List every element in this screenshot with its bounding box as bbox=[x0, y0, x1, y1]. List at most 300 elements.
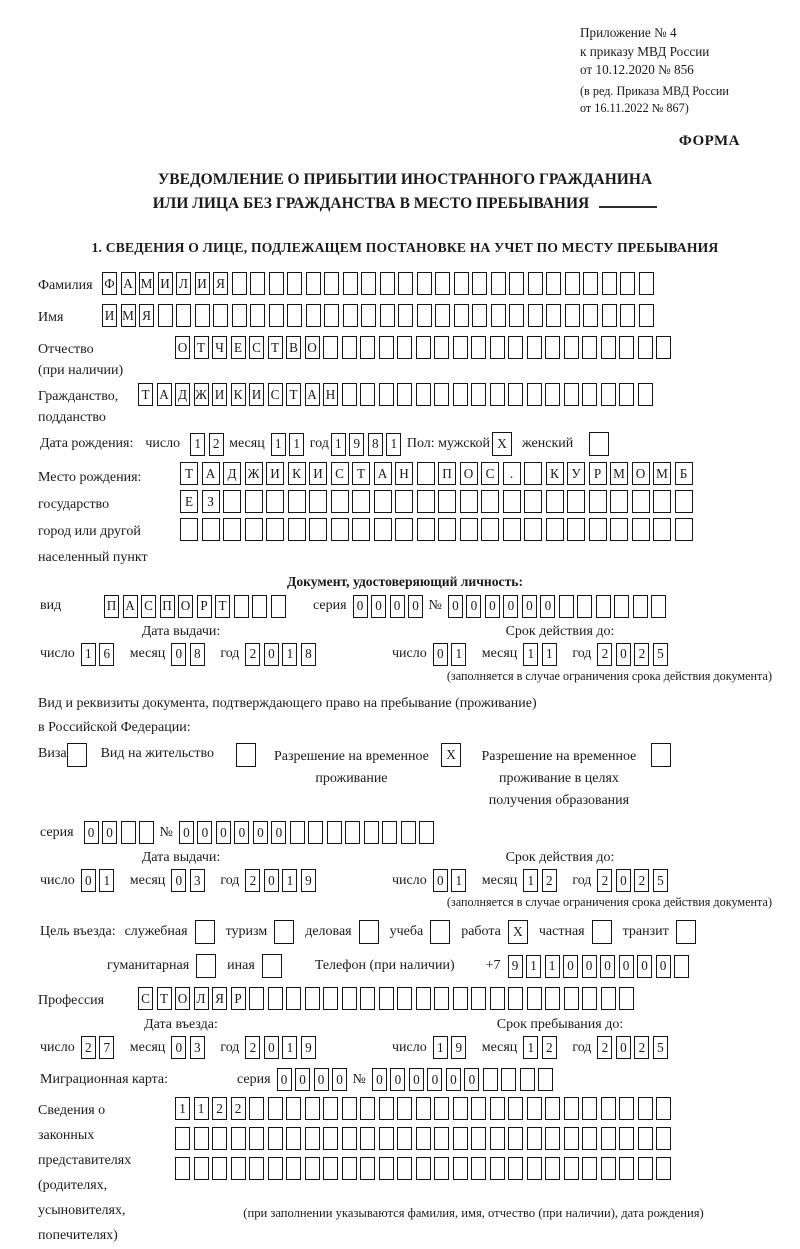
char-cell[interactable]: 0 bbox=[446, 1068, 461, 1091]
char-cell[interactable] bbox=[268, 987, 283, 1010]
char-cell[interactable]: И bbox=[212, 383, 227, 406]
char-cell[interactable]: М bbox=[610, 462, 628, 485]
char-cell[interactable]: 0 bbox=[353, 595, 368, 618]
char-cell[interactable] bbox=[582, 1127, 597, 1150]
char-cell[interactable] bbox=[503, 490, 521, 513]
char-cell[interactable]: Д bbox=[223, 462, 241, 485]
char-cell[interactable] bbox=[269, 272, 284, 295]
char-cell[interactable] bbox=[564, 383, 579, 406]
char-cell[interactable] bbox=[416, 1157, 431, 1180]
char-cell[interactable] bbox=[527, 1157, 542, 1180]
char-cell[interactable]: О bbox=[460, 462, 478, 485]
char-cell[interactable]: Н bbox=[323, 383, 338, 406]
char-cell[interactable] bbox=[527, 383, 542, 406]
char-cell[interactable]: 0 bbox=[197, 821, 212, 844]
char-cell[interactable] bbox=[638, 1127, 653, 1150]
char-cell[interactable] bbox=[342, 336, 357, 359]
char-cell[interactable]: К bbox=[288, 462, 306, 485]
char-cell[interactable] bbox=[397, 987, 412, 1010]
char-cell[interactable]: П bbox=[160, 595, 175, 618]
char-cell[interactable] bbox=[582, 1097, 597, 1120]
char-cell[interactable] bbox=[305, 1097, 320, 1120]
char-cell[interactable] bbox=[352, 518, 370, 541]
char-cell[interactable] bbox=[434, 987, 449, 1010]
char-cell[interactable] bbox=[306, 304, 321, 327]
char-cell[interactable] bbox=[309, 490, 327, 513]
char-cell[interactable]: 0 bbox=[390, 1068, 405, 1091]
char-cell[interactable] bbox=[268, 1127, 283, 1150]
char-cell[interactable] bbox=[288, 518, 306, 541]
char-cell[interactable]: Т bbox=[180, 462, 198, 485]
char-cell[interactable] bbox=[653, 518, 671, 541]
char-cell[interactable]: 2 bbox=[245, 869, 260, 892]
char-cell[interactable]: 0 bbox=[563, 955, 578, 978]
char-cell[interactable] bbox=[342, 1127, 357, 1150]
char-cell[interactable] bbox=[286, 987, 301, 1010]
char-cell[interactable]: 2 bbox=[597, 869, 612, 892]
char-cell[interactable] bbox=[460, 490, 478, 513]
char-cell[interactable] bbox=[286, 1097, 301, 1120]
char-cell[interactable] bbox=[656, 1127, 671, 1150]
char-cell[interactable]: 0 bbox=[171, 643, 186, 666]
char-cell[interactable] bbox=[545, 987, 560, 1010]
char-cell[interactable] bbox=[121, 821, 136, 844]
char-cell[interactable]: 1 bbox=[542, 643, 557, 666]
char-cell[interactable] bbox=[632, 518, 650, 541]
char-cell[interactable] bbox=[453, 336, 468, 359]
char-cell[interactable]: 2 bbox=[597, 643, 612, 666]
char-cell[interactable] bbox=[583, 272, 598, 295]
char-cell[interactable] bbox=[360, 1157, 375, 1180]
char-cell[interactable]: С bbox=[268, 383, 283, 406]
char-cell[interactable] bbox=[675, 518, 693, 541]
char-cell[interactable]: 1 bbox=[99, 869, 114, 892]
char-cell[interactable] bbox=[287, 304, 302, 327]
char-cell[interactable]: 2 bbox=[81, 1036, 96, 1059]
char-cell[interactable]: А bbox=[202, 462, 220, 485]
char-cell[interactable]: 0 bbox=[616, 1036, 631, 1059]
char-cell[interactable]: 0 bbox=[503, 595, 518, 618]
char-cell[interactable] bbox=[379, 1097, 394, 1120]
char-cell[interactable]: Я bbox=[212, 987, 227, 1010]
char-cell[interactable]: 1 bbox=[545, 955, 560, 978]
char-cell[interactable] bbox=[503, 518, 521, 541]
char-cell[interactable]: 2 bbox=[231, 1097, 246, 1120]
char-cell[interactable] bbox=[360, 383, 375, 406]
char-cell[interactable] bbox=[564, 1097, 579, 1120]
char-cell[interactable]: . bbox=[503, 462, 521, 485]
char-cell[interactable]: Т bbox=[194, 336, 209, 359]
char-cell[interactable] bbox=[602, 272, 617, 295]
char-cell[interactable] bbox=[524, 490, 542, 513]
char-cell[interactable] bbox=[508, 383, 523, 406]
char-cell[interactable]: 8 bbox=[190, 643, 205, 666]
char-cell[interactable]: 0 bbox=[372, 1068, 387, 1091]
char-cell[interactable] bbox=[583, 304, 598, 327]
char-cell[interactable] bbox=[481, 490, 499, 513]
char-cell[interactable]: И bbox=[309, 462, 327, 485]
char-cell[interactable]: И bbox=[102, 304, 117, 327]
char-cell[interactable]: 0 bbox=[264, 869, 279, 892]
char-cell[interactable]: 0 bbox=[171, 1036, 186, 1059]
char-cell[interactable] bbox=[545, 1157, 560, 1180]
char-cell[interactable] bbox=[374, 518, 392, 541]
char-cell[interactable] bbox=[288, 490, 306, 513]
char-cell[interactable]: 0 bbox=[264, 1036, 279, 1059]
char-cell[interactable] bbox=[361, 304, 376, 327]
char-cell[interactable] bbox=[435, 304, 450, 327]
char-cell[interactable] bbox=[416, 383, 431, 406]
char-cell[interactable] bbox=[397, 336, 412, 359]
purpose-official-checkbox[interactable] bbox=[195, 920, 215, 944]
char-cell[interactable] bbox=[490, 1127, 505, 1150]
char-cell[interactable] bbox=[509, 272, 524, 295]
char-cell[interactable] bbox=[453, 1127, 468, 1150]
char-cell[interactable] bbox=[454, 272, 469, 295]
char-cell[interactable]: 0 bbox=[332, 1068, 347, 1091]
char-cell[interactable]: О bbox=[175, 987, 190, 1010]
char-cell[interactable] bbox=[395, 518, 413, 541]
char-cell[interactable] bbox=[490, 1097, 505, 1120]
char-cell[interactable] bbox=[656, 336, 671, 359]
purpose-transit-checkbox[interactable] bbox=[676, 920, 696, 944]
char-cell[interactable]: И bbox=[195, 272, 210, 295]
char-cell[interactable] bbox=[194, 1127, 209, 1150]
char-cell[interactable]: 9 bbox=[451, 1036, 466, 1059]
char-cell[interactable]: Ч bbox=[212, 336, 227, 359]
char-cell[interactable] bbox=[564, 336, 579, 359]
char-cell[interactable]: А bbox=[374, 462, 392, 485]
char-cell[interactable] bbox=[374, 490, 392, 513]
char-cell[interactable]: 0 bbox=[616, 869, 631, 892]
purpose-tourism-checkbox[interactable] bbox=[274, 920, 294, 944]
char-cell[interactable] bbox=[398, 304, 413, 327]
char-cell[interactable] bbox=[397, 1097, 412, 1120]
char-cell[interactable] bbox=[269, 304, 284, 327]
char-cell[interactable]: 5 bbox=[653, 643, 668, 666]
char-cell[interactable] bbox=[656, 1157, 671, 1180]
char-cell[interactable]: 1 bbox=[386, 433, 401, 456]
char-cell[interactable]: 0 bbox=[522, 595, 537, 618]
char-cell[interactable] bbox=[508, 336, 523, 359]
char-cell[interactable] bbox=[380, 272, 395, 295]
char-cell[interactable] bbox=[360, 1097, 375, 1120]
char-cell[interactable] bbox=[546, 304, 561, 327]
char-cell[interactable]: О bbox=[632, 462, 650, 485]
sex-female-checkbox[interactable] bbox=[589, 432, 609, 456]
char-cell[interactable]: М bbox=[653, 462, 671, 485]
char-cell[interactable] bbox=[245, 490, 263, 513]
char-cell[interactable] bbox=[245, 518, 263, 541]
char-cell[interactable]: 3 bbox=[190, 869, 205, 892]
char-cell[interactable]: 1 bbox=[289, 433, 304, 456]
char-cell[interactable] bbox=[546, 518, 564, 541]
char-cell[interactable] bbox=[434, 1127, 449, 1150]
char-cell[interactable]: У bbox=[567, 462, 585, 485]
char-cell[interactable] bbox=[361, 272, 376, 295]
char-cell[interactable] bbox=[601, 383, 616, 406]
char-cell[interactable] bbox=[528, 304, 543, 327]
char-cell[interactable] bbox=[360, 336, 375, 359]
char-cell[interactable]: О bbox=[178, 595, 193, 618]
char-cell[interactable] bbox=[619, 1157, 634, 1180]
char-cell[interactable] bbox=[290, 821, 305, 844]
char-cell[interactable] bbox=[601, 1127, 616, 1150]
char-cell[interactable] bbox=[651, 595, 666, 618]
char-cell[interactable] bbox=[342, 383, 357, 406]
char-cell[interactable] bbox=[490, 383, 505, 406]
char-cell[interactable]: Я bbox=[213, 272, 228, 295]
char-cell[interactable] bbox=[306, 272, 321, 295]
char-cell[interactable] bbox=[619, 1097, 634, 1120]
char-cell[interactable]: 8 bbox=[301, 643, 316, 666]
char-cell[interactable] bbox=[524, 462, 542, 485]
char-cell[interactable] bbox=[565, 272, 580, 295]
char-cell[interactable] bbox=[343, 272, 358, 295]
char-cell[interactable] bbox=[308, 821, 323, 844]
char-cell[interactable]: 0 bbox=[171, 869, 186, 892]
char-cell[interactable] bbox=[490, 1157, 505, 1180]
char-cell[interactable] bbox=[596, 595, 611, 618]
purpose-private-checkbox[interactable] bbox=[592, 920, 612, 944]
char-cell[interactable] bbox=[416, 1097, 431, 1120]
char-cell[interactable]: 9 bbox=[301, 1036, 316, 1059]
char-cell[interactable]: 0 bbox=[466, 595, 481, 618]
temp-residence-checkbox[interactable]: X bbox=[441, 743, 461, 767]
char-cell[interactable]: Л bbox=[176, 272, 191, 295]
char-cell[interactable]: 0 bbox=[390, 595, 405, 618]
char-cell[interactable]: М bbox=[121, 304, 136, 327]
char-cell[interactable] bbox=[524, 518, 542, 541]
char-cell[interactable] bbox=[471, 336, 486, 359]
char-cell[interactable] bbox=[352, 490, 370, 513]
char-cell[interactable]: 0 bbox=[179, 821, 194, 844]
char-cell[interactable] bbox=[379, 383, 394, 406]
char-cell[interactable] bbox=[632, 490, 650, 513]
char-cell[interactable]: 1 bbox=[190, 433, 205, 456]
char-cell[interactable]: А bbox=[157, 383, 172, 406]
char-cell[interactable]: 2 bbox=[634, 1036, 649, 1059]
char-cell[interactable]: Т bbox=[138, 383, 153, 406]
char-cell[interactable] bbox=[324, 304, 339, 327]
sex-male-checkbox[interactable]: X bbox=[492, 432, 512, 456]
char-cell[interactable]: 0 bbox=[616, 643, 631, 666]
char-cell[interactable] bbox=[653, 490, 671, 513]
char-cell[interactable]: И bbox=[158, 272, 173, 295]
char-cell[interactable] bbox=[472, 272, 487, 295]
char-cell[interactable]: Т bbox=[352, 462, 370, 485]
char-cell[interactable]: А bbox=[123, 595, 138, 618]
char-cell[interactable] bbox=[545, 1127, 560, 1150]
char-cell[interactable]: 5 bbox=[653, 1036, 668, 1059]
char-cell[interactable] bbox=[472, 304, 487, 327]
char-cell[interactable] bbox=[360, 987, 375, 1010]
char-cell[interactable]: 2 bbox=[597, 1036, 612, 1059]
char-cell[interactable] bbox=[268, 1097, 283, 1120]
char-cell[interactable] bbox=[231, 1127, 246, 1150]
char-cell[interactable] bbox=[379, 336, 394, 359]
char-cell[interactable] bbox=[416, 987, 431, 1010]
char-cell[interactable]: О bbox=[305, 336, 320, 359]
char-cell[interactable] bbox=[565, 304, 580, 327]
char-cell[interactable]: 0 bbox=[582, 955, 597, 978]
char-cell[interactable] bbox=[249, 1127, 264, 1150]
char-cell[interactable] bbox=[633, 595, 648, 618]
char-cell[interactable]: Р bbox=[197, 595, 212, 618]
char-cell[interactable] bbox=[323, 336, 338, 359]
char-cell[interactable] bbox=[343, 304, 358, 327]
char-cell[interactable]: 0 bbox=[295, 1068, 310, 1091]
char-cell[interactable]: Р bbox=[589, 462, 607, 485]
char-cell[interactable]: 2 bbox=[542, 869, 557, 892]
char-cell[interactable]: 1 bbox=[523, 869, 538, 892]
char-cell[interactable] bbox=[419, 821, 434, 844]
purpose-work-checkbox[interactable]: X bbox=[508, 920, 528, 944]
char-cell[interactable] bbox=[589, 518, 607, 541]
char-cell[interactable] bbox=[360, 1127, 375, 1150]
char-cell[interactable]: Т bbox=[157, 987, 172, 1010]
char-cell[interactable] bbox=[453, 1157, 468, 1180]
char-cell[interactable] bbox=[490, 336, 505, 359]
char-cell[interactable]: Б bbox=[675, 462, 693, 485]
char-cell[interactable] bbox=[564, 987, 579, 1010]
char-cell[interactable] bbox=[564, 1157, 579, 1180]
char-cell[interactable] bbox=[454, 304, 469, 327]
char-cell[interactable]: А bbox=[305, 383, 320, 406]
char-cell[interactable] bbox=[619, 336, 634, 359]
char-cell[interactable] bbox=[434, 1157, 449, 1180]
char-cell[interactable] bbox=[195, 304, 210, 327]
purpose-other-checkbox[interactable] bbox=[262, 954, 282, 978]
char-cell[interactable]: Е bbox=[180, 490, 198, 513]
char-cell[interactable]: 1 bbox=[271, 433, 286, 456]
char-cell[interactable] bbox=[656, 1097, 671, 1120]
char-cell[interactable] bbox=[271, 595, 286, 618]
char-cell[interactable]: П bbox=[104, 595, 119, 618]
char-cell[interactable]: Т bbox=[286, 383, 301, 406]
char-cell[interactable] bbox=[509, 304, 524, 327]
char-cell[interactable]: 1 bbox=[282, 643, 297, 666]
char-cell[interactable]: 0 bbox=[408, 595, 423, 618]
char-cell[interactable] bbox=[491, 304, 506, 327]
char-cell[interactable]: Н bbox=[395, 462, 413, 485]
char-cell[interactable]: С bbox=[138, 987, 153, 1010]
char-cell[interactable]: 0 bbox=[427, 1068, 442, 1091]
char-cell[interactable]: 1 bbox=[451, 643, 466, 666]
char-cell[interactable]: 1 bbox=[282, 869, 297, 892]
char-cell[interactable] bbox=[249, 1157, 264, 1180]
char-cell[interactable] bbox=[327, 821, 342, 844]
char-cell[interactable]: 1 bbox=[331, 433, 346, 456]
char-cell[interactable]: 9 bbox=[301, 869, 316, 892]
char-cell[interactable] bbox=[397, 1157, 412, 1180]
char-cell[interactable]: 3 bbox=[190, 1036, 205, 1059]
char-cell[interactable] bbox=[223, 518, 241, 541]
char-cell[interactable] bbox=[491, 272, 506, 295]
char-cell[interactable]: 2 bbox=[209, 433, 224, 456]
char-cell[interactable] bbox=[249, 987, 264, 1010]
char-cell[interactable] bbox=[250, 272, 265, 295]
char-cell[interactable] bbox=[438, 518, 456, 541]
char-cell[interactable] bbox=[614, 595, 629, 618]
char-cell[interactable] bbox=[331, 490, 349, 513]
char-cell[interactable]: О bbox=[175, 336, 190, 359]
char-cell[interactable] bbox=[620, 272, 635, 295]
char-cell[interactable]: Р bbox=[231, 987, 246, 1010]
char-cell[interactable] bbox=[471, 383, 486, 406]
char-cell[interactable] bbox=[379, 1127, 394, 1150]
char-cell[interactable] bbox=[564, 1127, 579, 1150]
char-cell[interactable] bbox=[619, 383, 634, 406]
char-cell[interactable] bbox=[268, 1157, 283, 1180]
char-cell[interactable] bbox=[323, 1097, 338, 1120]
char-cell[interactable]: 0 bbox=[637, 955, 652, 978]
char-cell[interactable] bbox=[546, 272, 561, 295]
char-cell[interactable]: А bbox=[121, 272, 136, 295]
char-cell[interactable]: 0 bbox=[619, 955, 634, 978]
char-cell[interactable] bbox=[434, 336, 449, 359]
char-cell[interactable] bbox=[309, 518, 327, 541]
char-cell[interactable]: 0 bbox=[656, 955, 671, 978]
char-cell[interactable] bbox=[638, 1097, 653, 1120]
char-cell[interactable]: 0 bbox=[600, 955, 615, 978]
char-cell[interactable] bbox=[175, 1127, 190, 1150]
char-cell[interactable] bbox=[639, 304, 654, 327]
char-cell[interactable]: 0 bbox=[540, 595, 555, 618]
char-cell[interactable] bbox=[364, 821, 379, 844]
char-cell[interactable] bbox=[638, 383, 653, 406]
char-cell[interactable]: 0 bbox=[102, 821, 117, 844]
char-cell[interactable]: 1 bbox=[433, 1036, 448, 1059]
char-cell[interactable] bbox=[589, 490, 607, 513]
char-cell[interactable]: 0 bbox=[464, 1068, 479, 1091]
char-cell[interactable] bbox=[158, 304, 173, 327]
char-cell[interactable] bbox=[619, 1127, 634, 1150]
char-cell[interactable] bbox=[638, 336, 653, 359]
char-cell[interactable] bbox=[545, 383, 560, 406]
char-cell[interactable] bbox=[545, 336, 560, 359]
char-cell[interactable]: П bbox=[438, 462, 456, 485]
char-cell[interactable]: 6 bbox=[99, 643, 114, 666]
char-cell[interactable]: 1 bbox=[523, 1036, 538, 1059]
char-cell[interactable] bbox=[538, 1068, 553, 1091]
char-cell[interactable] bbox=[323, 987, 338, 1010]
char-cell[interactable] bbox=[453, 383, 468, 406]
char-cell[interactable] bbox=[305, 987, 320, 1010]
char-cell[interactable] bbox=[471, 1157, 486, 1180]
char-cell[interactable] bbox=[481, 518, 499, 541]
char-cell[interactable] bbox=[508, 1097, 523, 1120]
char-cell[interactable]: 5 bbox=[653, 869, 668, 892]
char-cell[interactable]: 1 bbox=[523, 643, 538, 666]
residence-permit-checkbox[interactable] bbox=[236, 743, 256, 767]
char-cell[interactable] bbox=[324, 272, 339, 295]
char-cell[interactable]: 0 bbox=[433, 869, 448, 892]
char-cell[interactable]: 0 bbox=[314, 1068, 329, 1091]
char-cell[interactable]: 8 bbox=[368, 433, 383, 456]
char-cell[interactable] bbox=[674, 955, 689, 978]
char-cell[interactable] bbox=[232, 272, 247, 295]
char-cell[interactable] bbox=[471, 987, 486, 1010]
char-cell[interactable] bbox=[223, 490, 241, 513]
char-cell[interactable] bbox=[601, 1097, 616, 1120]
char-cell[interactable]: 2 bbox=[212, 1097, 227, 1120]
char-cell[interactable] bbox=[490, 987, 505, 1010]
char-cell[interactable] bbox=[601, 1157, 616, 1180]
char-cell[interactable] bbox=[610, 490, 628, 513]
char-cell[interactable]: 7 bbox=[99, 1036, 114, 1059]
char-cell[interactable] bbox=[417, 462, 435, 485]
